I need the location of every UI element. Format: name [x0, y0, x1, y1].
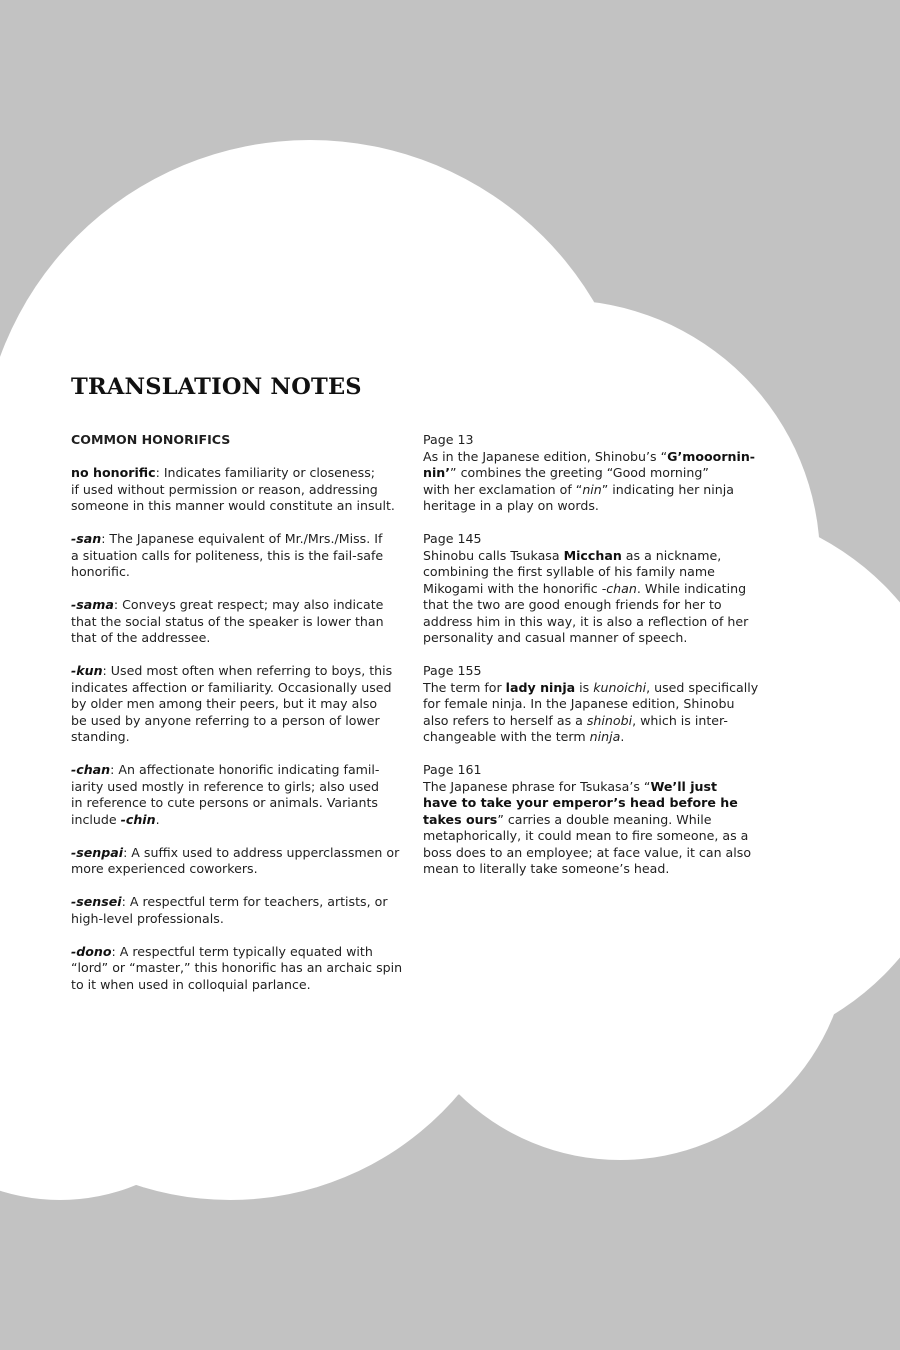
entry-line: include -chin. [71, 811, 160, 827]
note-line: have to take your emperor’s head before he [423, 795, 738, 810]
page-label: Page 13 [423, 432, 474, 447]
honorific-term: -sama [71, 597, 114, 612]
entry-line: be used by anyone referring to a person of lower [71, 712, 380, 728]
entry-line: by older men among their peers, but it may also [71, 696, 378, 711]
note-line: for female ninja. In the Japanese edition, Shinobu [423, 696, 735, 711]
note-line: The term for lady ninja is kunoichi, used specifically [423, 679, 759, 695]
note-line: Mikogami with the honorific -chan. While indicating [423, 580, 747, 596]
honorific-entry-dono [71, 944, 401, 994]
entry-line: a situation calls for politeness, this is the fail-safe [71, 547, 384, 563]
note-line: with her exclamation of “nin” indicating her ninja [423, 481, 734, 497]
honorific-term: no honorific [71, 465, 156, 480]
note-line: Shinobu calls Tsukasa Micchan as a nickname, [423, 547, 722, 563]
note-line: metaphorically, it could mean to fire someone, as a [423, 828, 749, 843]
entry-line: honorific. [71, 564, 130, 579]
honorific-entry-san [71, 531, 401, 581]
page-title: TRANSLATION NOTES [71, 374, 362, 400]
honorific-term: -senpai [71, 844, 124, 860]
entry-line: -sama: Conveys great respect; may also indicate [71, 597, 384, 612]
note-line: combining the first syllable of his family name [423, 564, 715, 579]
entry-line: -sensei: A respectful term for teachers, artists, or [71, 894, 388, 909]
honorific-variant: -chin [120, 811, 156, 827]
entry-line: -kun: Used most often when referring to boys, this [71, 663, 393, 678]
honorific-entry-sensei [71, 894, 401, 927]
entry-line: in reference to cute persons or animals. Variants [71, 795, 378, 810]
honorific-term: -kun [71, 663, 103, 678]
page-label: Page 155 [423, 663, 482, 678]
page-label: Page 145 [423, 531, 482, 546]
entry-line: to it when used in colloquial parlance. [71, 976, 311, 992]
note-line: address him in this way, it is also a reflection of her [423, 613, 749, 629]
page-note-13 [423, 432, 756, 515]
honorific-entry-kun [71, 663, 401, 746]
honorific-entry-chan [71, 762, 401, 828]
entry-line: -san: The Japanese equivalent of Mr./Mrs./Miss. If [71, 531, 383, 546]
note-line: heritage in a play on words. [423, 498, 599, 513]
honorifics-column [71, 432, 401, 1010]
page-notes-column [423, 432, 759, 894]
entry-line: that the social status of the speaker is lower than [71, 613, 384, 629]
note-line: mean to literally take someone’s head. [423, 861, 670, 876]
note-line: The Japanese phrase for Tsukasa’s “We’ll just [423, 778, 718, 794]
entry-line: that of the addressee. [71, 630, 211, 645]
entry-line: no honorific: Indicates familiarity or closeness; [71, 465, 376, 480]
note-line: As in the Japanese edition, Shinobu’s “G’mooornin- [423, 448, 756, 464]
entry-line: -dono: A respectful term typically equated with [71, 943, 373, 959]
entry-line: -senpai: A suffix used to address upperclassmen or [71, 844, 400, 860]
page-note-145 [423, 531, 753, 647]
honorific-term: -dono [71, 943, 112, 959]
page-label: Page 161 [423, 762, 482, 777]
honorific-entry-sama [71, 597, 401, 647]
note-line: takes ours” carries a double meaning. While [423, 811, 712, 827]
entry-line: more experienced coworkers. [71, 861, 258, 876]
note-line: changeable with the term ninja. [423, 729, 625, 744]
note-line: personality and casual manner of speech. [423, 630, 688, 645]
entry-line: high-level professionals. [71, 910, 224, 926]
note-line: also refers to herself as a shinobi, which is inter- [423, 712, 728, 728]
note-line: boss does to an employee; at face value, it can also [423, 844, 752, 860]
entry-line: “lord” or “master,” this honorific has an archaic spin [71, 960, 403, 975]
honorific-entry-senpai [71, 845, 401, 878]
entry-line: iarity used mostly in reference to girls; also used [71, 778, 380, 794]
entry-line: if used without permission or reason, addressing [71, 481, 378, 497]
honorific-term: -sensei [71, 894, 122, 909]
entry-line: standing. [71, 729, 130, 744]
honorific-term: -chan [71, 762, 111, 777]
honorific-term: -san [71, 531, 102, 546]
page-note-161 [423, 762, 753, 878]
entry-line: indicates affection or familiarity. Occasionally used [71, 679, 392, 695]
note-line: nin’” combines the greeting “Good morning” [423, 465, 709, 480]
note-line: that the two are good enough friends for her to [423, 597, 722, 612]
honorific-entry-none [71, 465, 401, 515]
section-heading: COMMON HONORIFICS [71, 432, 231, 447]
entry-line: someone in this manner would constitute an insult. [71, 498, 395, 513]
page-note-155 [423, 663, 759, 746]
entry-line: -chan: An affectionate honorific indicating famil- [71, 762, 380, 777]
